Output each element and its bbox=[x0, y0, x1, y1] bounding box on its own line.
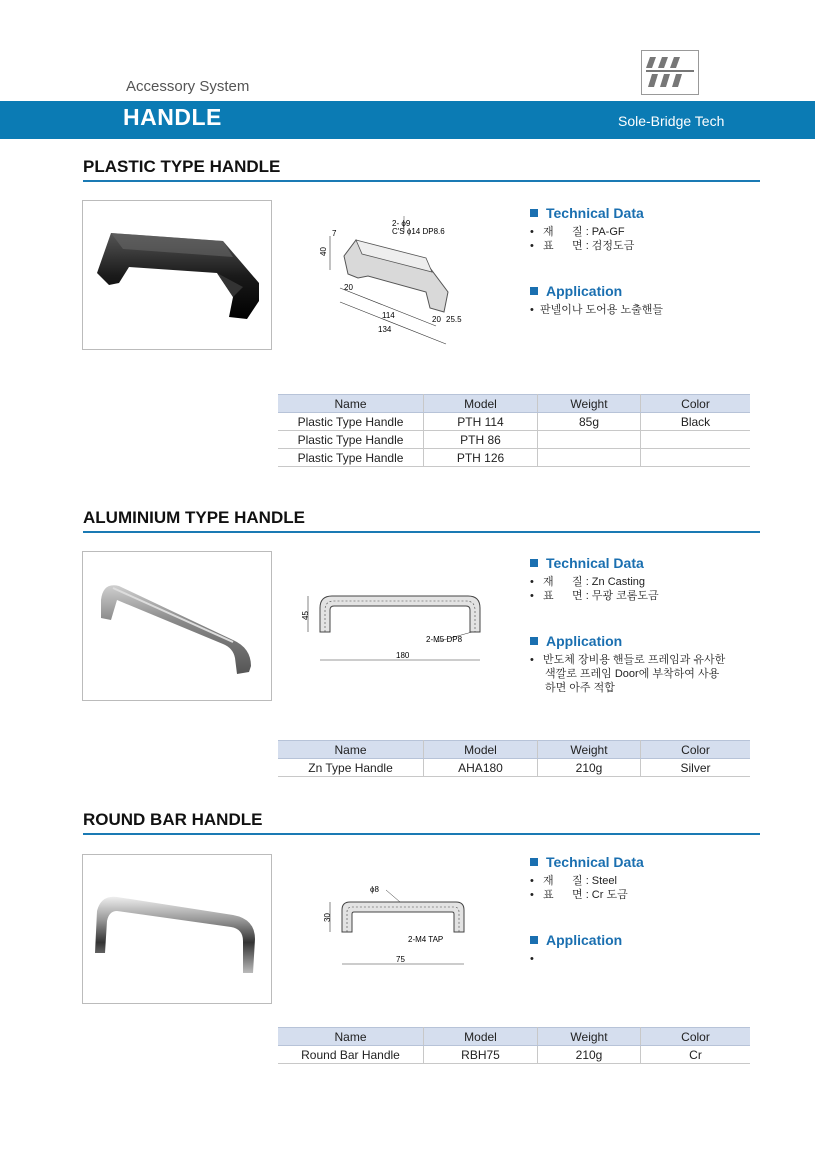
tech-row-material: • 재 질 : PA-GF bbox=[530, 226, 625, 238]
company-logo bbox=[641, 50, 699, 95]
dim-top: 7 bbox=[332, 229, 337, 238]
round-bar-spec-table bbox=[278, 1027, 750, 1064]
plastic-spec-table bbox=[278, 394, 750, 467]
dim-hole-count: 2- ϕ9 bbox=[392, 219, 411, 228]
tech-row-surface: • 표 면 : Cr 도금 bbox=[530, 889, 628, 901]
col-weight: Weight bbox=[538, 741, 641, 759]
section-divider bbox=[83, 833, 760, 835]
application-heading: Application bbox=[530, 283, 663, 299]
square-bullet-icon bbox=[530, 637, 538, 645]
application-text: • 반도체 장비용 핸들로 프레임과 유사한 bbox=[530, 654, 726, 666]
page-title: HANDLE bbox=[123, 104, 222, 130]
dim-height: 40 bbox=[319, 247, 328, 256]
table-header-row bbox=[278, 395, 750, 413]
dim-tap: 2-M4 TAP bbox=[408, 935, 444, 944]
aluminium-info bbox=[530, 555, 725, 695]
tech-row-surface: • 표 면 : 검정도금 bbox=[530, 240, 635, 252]
logo-stripes-icon bbox=[642, 51, 698, 94]
dim-height: 45 bbox=[301, 611, 310, 620]
col-name: Name bbox=[278, 1028, 424, 1046]
table-row: Plastic Type Handle PTH 86 bbox=[278, 431, 750, 449]
table-row: Plastic Type Handle PTH 126 bbox=[278, 449, 750, 467]
application-heading: Application bbox=[530, 633, 725, 649]
application-text: • bbox=[530, 953, 540, 965]
company-name: Sole-Bridge Tech bbox=[618, 113, 725, 129]
application-text: 하면 아주 적합 bbox=[545, 682, 615, 694]
col-name: Name bbox=[278, 741, 424, 759]
application-text: • 판넬이나 도어용 노출핸들 bbox=[530, 304, 663, 316]
section-title-plastic: PLASTIC TYPE HANDLE bbox=[83, 157, 281, 176]
round-bar-handle-drawing bbox=[296, 880, 496, 1030]
table-row: Round Bar Handle RBH75 210g Cr bbox=[278, 1046, 750, 1064]
aluminium-handle-drawing bbox=[296, 580, 496, 730]
plastic-info bbox=[530, 205, 663, 317]
col-model: Model bbox=[424, 741, 538, 759]
col-model: Model bbox=[424, 395, 538, 413]
dim-foot: 20 bbox=[344, 283, 353, 292]
table-row: Plastic Type Handle PTH 114 85g Black bbox=[278, 413, 750, 431]
table-header-row bbox=[278, 1028, 750, 1046]
square-bullet-icon bbox=[530, 287, 538, 295]
tech-row-material: • 재 질 : Zn Casting bbox=[530, 576, 645, 588]
table-row: Zn Type Handle AHA180 210g Silver bbox=[278, 759, 750, 777]
section-divider bbox=[83, 180, 760, 182]
square-bullet-icon bbox=[530, 209, 538, 217]
dim-length: 75 bbox=[396, 955, 405, 964]
page-subtitle: Accessory System bbox=[126, 78, 250, 95]
dim-inner-length: 114 bbox=[382, 311, 395, 320]
dim-tap: 2-M5 DP8 bbox=[426, 635, 463, 644]
col-model: Model bbox=[424, 1028, 538, 1046]
col-color: Color bbox=[641, 1028, 751, 1046]
round-bar-info bbox=[530, 854, 644, 966]
square-bullet-icon bbox=[530, 559, 538, 567]
section-title-aluminium: ALUMINIUM TYPE HANDLE bbox=[83, 508, 305, 527]
dim-length: 180 bbox=[396, 651, 410, 660]
square-bullet-icon bbox=[530, 858, 538, 866]
col-weight: Weight bbox=[538, 395, 641, 413]
technical-data-heading: Technical Data bbox=[530, 854, 644, 870]
application-heading: Application bbox=[530, 932, 644, 948]
section-divider bbox=[83, 531, 760, 533]
section-title-round-bar: ROUND BAR HANDLE bbox=[83, 810, 263, 829]
aluminium-handle-photo bbox=[82, 551, 272, 701]
dim-diameter: ϕ8 bbox=[370, 885, 379, 894]
tech-row-surface: • 표 면 : 무광 코롬도금 bbox=[530, 590, 659, 602]
square-bullet-icon bbox=[530, 936, 538, 944]
plastic-handle-photo bbox=[82, 200, 272, 350]
col-name: Name bbox=[278, 395, 424, 413]
technical-data-heading: Technical Data bbox=[530, 205, 663, 221]
aluminium-spec-table bbox=[278, 740, 750, 777]
application-text: 색깔로 프레임 Door에 부착하여 사용 bbox=[545, 668, 720, 680]
dim-height: 30 bbox=[323, 913, 332, 922]
dim-foot-depth: 25.5 bbox=[446, 315, 462, 324]
tech-row-material: • 재 질 : Steel bbox=[530, 875, 617, 887]
table-header-row bbox=[278, 741, 750, 759]
dim-overall-length: 134 bbox=[378, 325, 392, 334]
round-bar-handle-photo bbox=[82, 854, 272, 1004]
dim-foot-width: 20 bbox=[432, 315, 441, 324]
col-color: Color bbox=[641, 741, 751, 759]
dim-counterbore: C'S ϕ14 DP8.6 bbox=[392, 227, 445, 236]
plastic-handle-drawing bbox=[296, 208, 496, 358]
technical-data-heading: Technical Data bbox=[530, 555, 725, 571]
col-weight: Weight bbox=[538, 1028, 641, 1046]
col-color: Color bbox=[641, 395, 751, 413]
